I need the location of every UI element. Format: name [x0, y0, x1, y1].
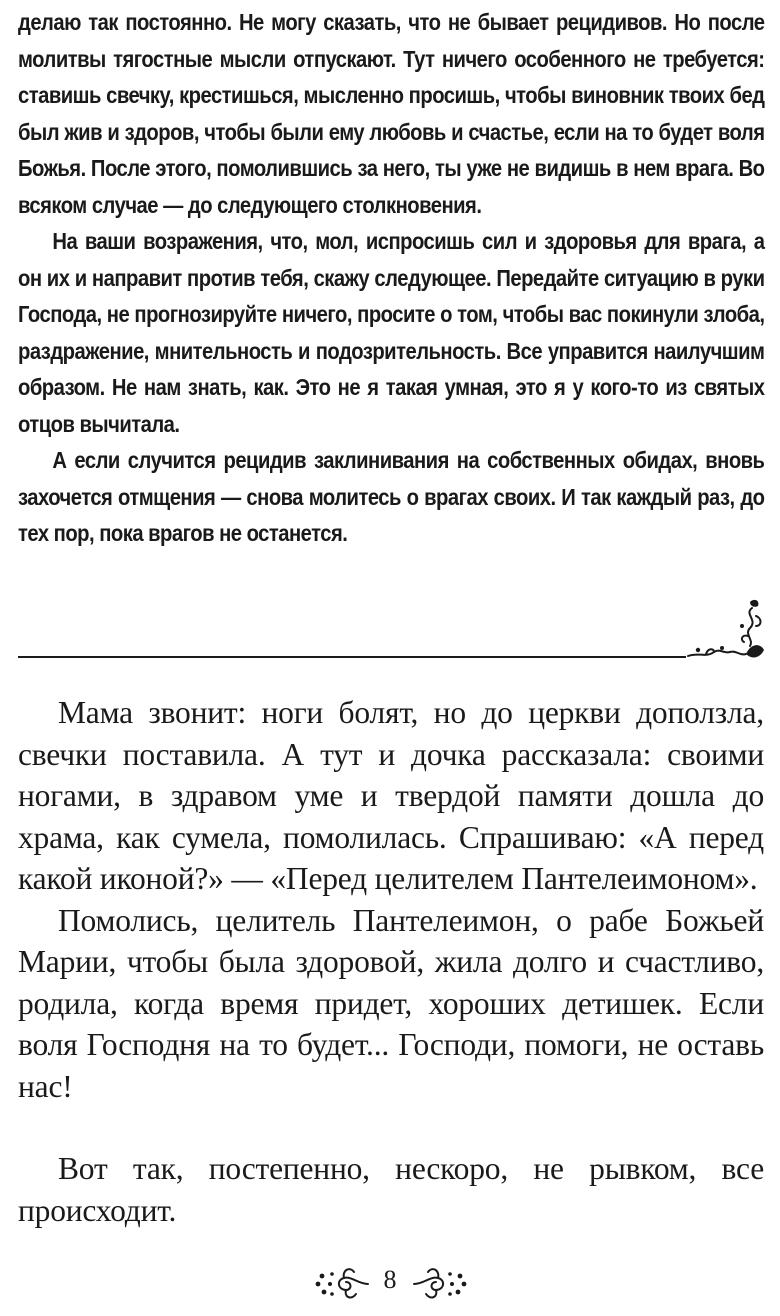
inset-paragraph-2: На ваши возражения, что, мол, испросишь сил и здоровья для врага, а он их и направит против тебя, скажу следующее. Передайте ситуацию в руки Господа, не прогнозируйте ничего, просите о том, чтобы вас покинули злоба, раздражение, мнительность и подозрительность. Все управится наилучшим образом. Не нам знать, как. Это не я такая умная, это я у кого-то из святых отцов вычитала. — [18, 228, 765, 437]
inset-paragraph-3: А если случится рецидив заклинивания на собственных обидах, вновь захочется отмщения — снова молитесь о врагах своих. И так каждый раз, до тех пор, пока врагов не останется. — [18, 447, 765, 546]
scroll-ornament-left-icon — [312, 1262, 370, 1302]
main-text-block — [18, 692, 764, 1231]
floral-flourish-icon — [684, 596, 770, 666]
main-paragraph-1: Мама звонит: ноги болят, но до церкви доползла, свечки поставила. А тут и дочка рассказала: своими ногами, в здравом уме и твердой памяти дошла до храма, как сумела, помолилась. Спрашиваю: «А перед какой иконой?» — «Перед целителем Пантелеимоном». — [18, 695, 764, 896]
inset-text-block — [18, 4, 765, 552]
main-paragraph-2: Помолись, целитель Пантелеимон, о рабе Божьей Марии, чтобы была здоровой, жила долго и счастливо, родила, когда время придет, хороших детишек. Если воля Господня на то будет... Господи, помоги, не оставь нас! — [18, 902, 764, 1104]
scroll-ornament-right-icon — [412, 1262, 470, 1302]
page-footer — [0, 1258, 780, 1308]
main-paragraph-3: Вот так, постепенно, нескоро, не рывком, все происходит. — [18, 1151, 764, 1228]
page-number: 8 — [383, 1265, 397, 1294]
inset-paragraph-1: делаю так постоянно. Не могу сказать, что не бывает рецидивов. Но после молитвы тягостные мысли отпускают. Тут ничего особенного не требуется: ставишь свечку, крестишься, мысленно просишь, чтобы виновник твоих бед был жив и здоров, чтобы были ему любовь и счастье, если на то будет воля Божья. После этого, помолившись за него, ты уже не видишь в нем врага. Во всяком случае — до следующего столкновения. — [18, 9, 765, 218]
section-divider-line — [18, 656, 686, 658]
